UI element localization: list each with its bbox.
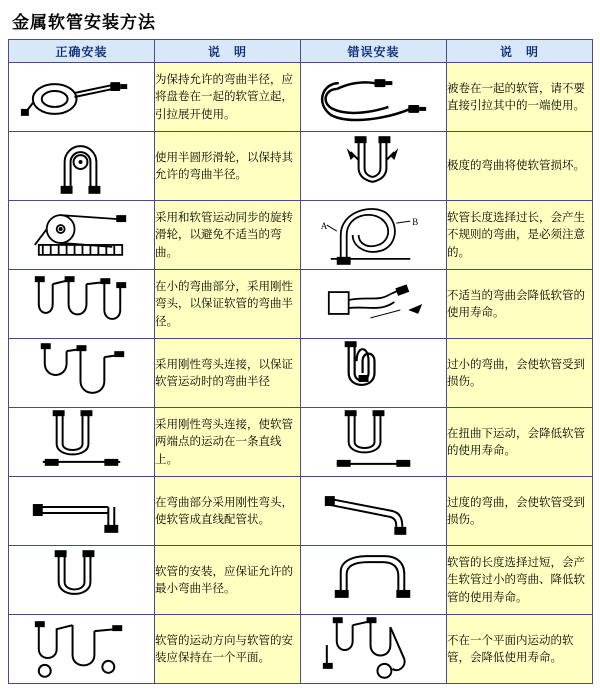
rigid-elbow-connection-moving-hose-icon [9, 339, 154, 407]
wrong-figure-too-small-bend-radius [301, 339, 447, 408]
table-row [9, 477, 593, 546]
table-row [9, 408, 593, 477]
correct-note-text: 采用刚性弯头连接，以保证软管运动时的弯曲半径 [155, 339, 301, 408]
wrong-figure-hose-motion-out-of-plane [301, 615, 447, 684]
wrong-figure-hose-twisting-motion [301, 408, 447, 477]
improper-bend-reduces-life-icon [301, 270, 446, 338]
wrong-note-text: 极度的弯曲将使软管损坏。 [447, 132, 593, 201]
page-title: 金属软管安装方法 [12, 13, 156, 33]
hose-twisting-motion-icon [301, 408, 446, 476]
svg-text:A: A [320, 221, 328, 232]
correct-figure-hose-minimum-allowable-bend-radius [9, 546, 155, 615]
correct-figure-rigid-elbow-connection-moving-hose [9, 339, 155, 408]
correct-note-text: 软管的运动方向与软管的安装应保持在一个平面。 [155, 615, 301, 684]
svg-text:B: B [412, 217, 419, 228]
table-header-row [9, 40, 593, 63]
table-row [9, 270, 593, 339]
hose-minimum-allowable-bend-radius-icon [9, 546, 154, 614]
correct-figure-rigid-elbow-at-small-bend [9, 270, 155, 339]
wrong-note-text: 过度的弯曲，会使软管受到损伤。 [447, 477, 593, 546]
wrong-figure-coiled-hose-pulled-sideways [301, 63, 447, 132]
wrong-note-text: 过小的弯曲，会使软管受到损伤。 [447, 339, 593, 408]
wrong-figure-improper-bend-reduces-life [301, 270, 447, 339]
rigid-elbow-at-small-bend-icon [9, 270, 154, 338]
wrong-note-text: 软管长度选择过长，会产生不规则的弯曲，是必须注意的。 [447, 201, 593, 270]
table-row [9, 201, 593, 270]
wrong-note-text: 不适当的弯曲会降低软管的使用寿命。 [447, 270, 593, 339]
correct-figure-hose-with-synchronized-rotating-sheave [9, 201, 155, 270]
wrong-note-text: 被卷在一起的软管，请不要直接引拉其中的一端使用。 [447, 63, 593, 132]
correct-note-text: 在弯曲部分采用刚性弯头，使软管成直线配管状。 [155, 477, 301, 546]
correct-figure-rigid-elbow-straight-piping [9, 477, 155, 546]
column-header-wrong-note: 说 明 [447, 40, 593, 63]
coiled-hose-pulled-sideways-icon [301, 63, 446, 131]
table-row [9, 546, 593, 615]
too-small-bend-radius-icon [301, 339, 446, 407]
wrong-note-text: 在扭曲下运动，会降低软管的使用寿命。 [447, 408, 593, 477]
hose-with-synchronized-rotating-sheave-icon [9, 201, 154, 269]
wrong-figure-hose-too-long-irregular-bend [301, 201, 447, 270]
rigid-elbow-both-ends-straight-line-icon [9, 408, 154, 476]
wrong-figure-hose-sharp-v-bend [301, 132, 447, 201]
wrong-note-text: 软管的长度选择过短，会产生软管过小的弯曲、降低软管的使用寿命。 [447, 546, 593, 615]
hose-too-long-irregular-bend-icon [301, 201, 446, 269]
correct-note-text: 采用和软管运动同步的旋转滑轮，以避免不适当的弯曲。 [155, 201, 301, 270]
excessive-bend-damage-icon [301, 477, 446, 545]
hose-installation-table [8, 39, 593, 684]
correct-figure-hose-over-semicircular-sheave [9, 132, 155, 201]
table-row [9, 615, 593, 684]
correct-figure-rigid-elbow-both-ends-straight-line [9, 408, 155, 477]
table-row [9, 63, 593, 132]
correct-figure-hose-motion-same-plane [9, 615, 155, 684]
correct-note-text: 软管的安装，应保证允许的最小弯曲半径。 [155, 546, 301, 615]
hose-over-semicircular-sheave-icon [9, 132, 154, 200]
correct-note-text: 使用半圆形滑轮，以保持其允许的弯曲半径。 [155, 132, 301, 201]
correct-note-text: 采用刚性弯头连接，使软管两端点的运动在一条直线上。 [155, 408, 301, 477]
hose-too-long-small-bend-icon [301, 546, 446, 614]
rigid-elbow-straight-piping-icon [9, 477, 154, 545]
hose-motion-same-plane-icon [9, 615, 154, 683]
wrong-figure-hose-too-long-small-bend [301, 546, 447, 615]
column-header-correct-note: 说 明 [155, 40, 301, 63]
hose-motion-out-of-plane-icon [301, 615, 446, 683]
hose-sharp-v-bend-icon [301, 132, 446, 200]
wrong-figure-excessive-bend-damage [301, 477, 447, 546]
coiled-hose-standing-coil-icon [9, 63, 154, 131]
correct-figure-coiled-hose-standing-coil [9, 63, 155, 132]
table-row [9, 132, 593, 201]
column-header-wrong: 错误安装 [301, 40, 447, 63]
table-row [9, 339, 593, 408]
column-header-correct: 正确安装 [9, 40, 155, 63]
correct-note-text: 为保持允许的弯曲半径，应将盘卷在一起的软管立起，引拉展开使用。 [155, 63, 301, 132]
wrong-note-text: 不在一个平面内运动的软管，会降低使用寿命。 [447, 615, 593, 684]
correct-note-text: 在小的弯曲部分，采用刚性弯头，以保证软管的弯曲半径。 [155, 270, 301, 339]
